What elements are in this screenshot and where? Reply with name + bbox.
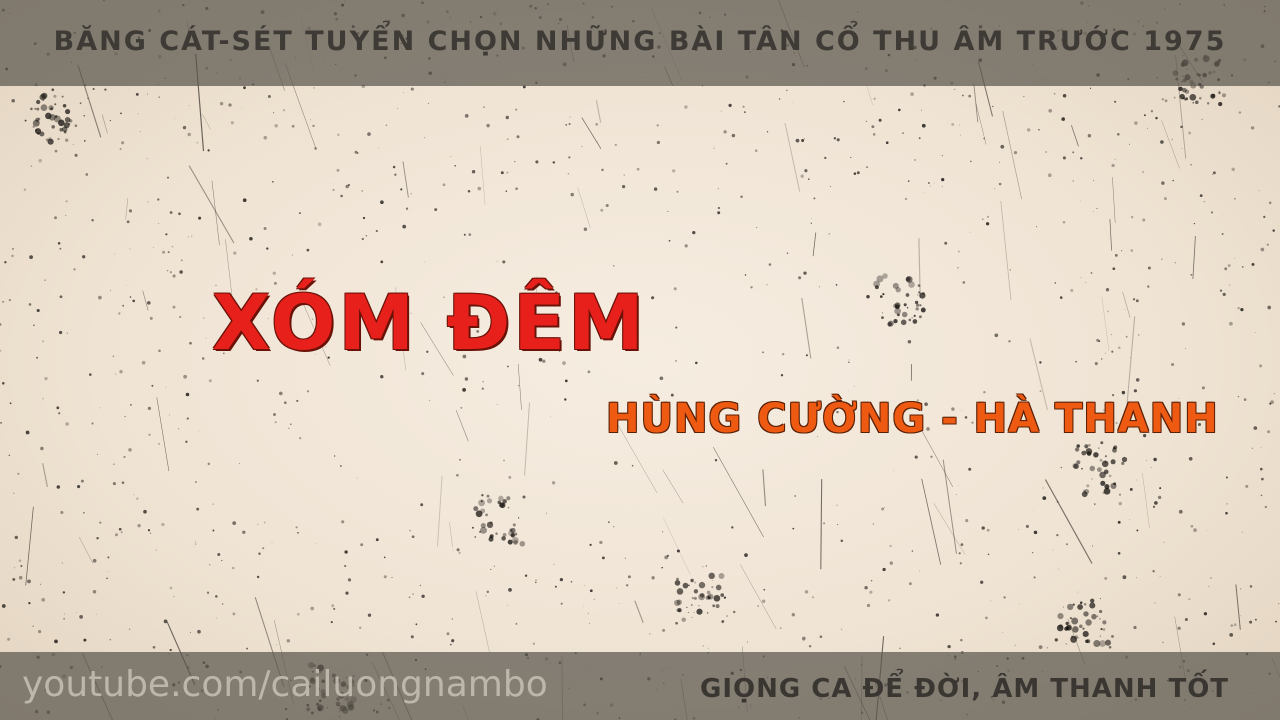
song-title: XÓM ĐÊM	[212, 278, 647, 367]
footer-tagline: GIỌNG CA ĐỂ ĐỜI, ÂM THANH TỐT	[700, 674, 1230, 704]
singers-name: HÙNG CƯỜNG - HÀ THANH	[606, 396, 1219, 442]
top-banner-text: BĂNG CÁT-SÉT TUYỂN CHỌN NHỮNG BÀI TÂN CỔ THU ÂM TRƯỚC 1975	[53, 26, 1227, 57]
channel-url-watermark: youtube.com/cailuongnambo	[22, 664, 548, 705]
